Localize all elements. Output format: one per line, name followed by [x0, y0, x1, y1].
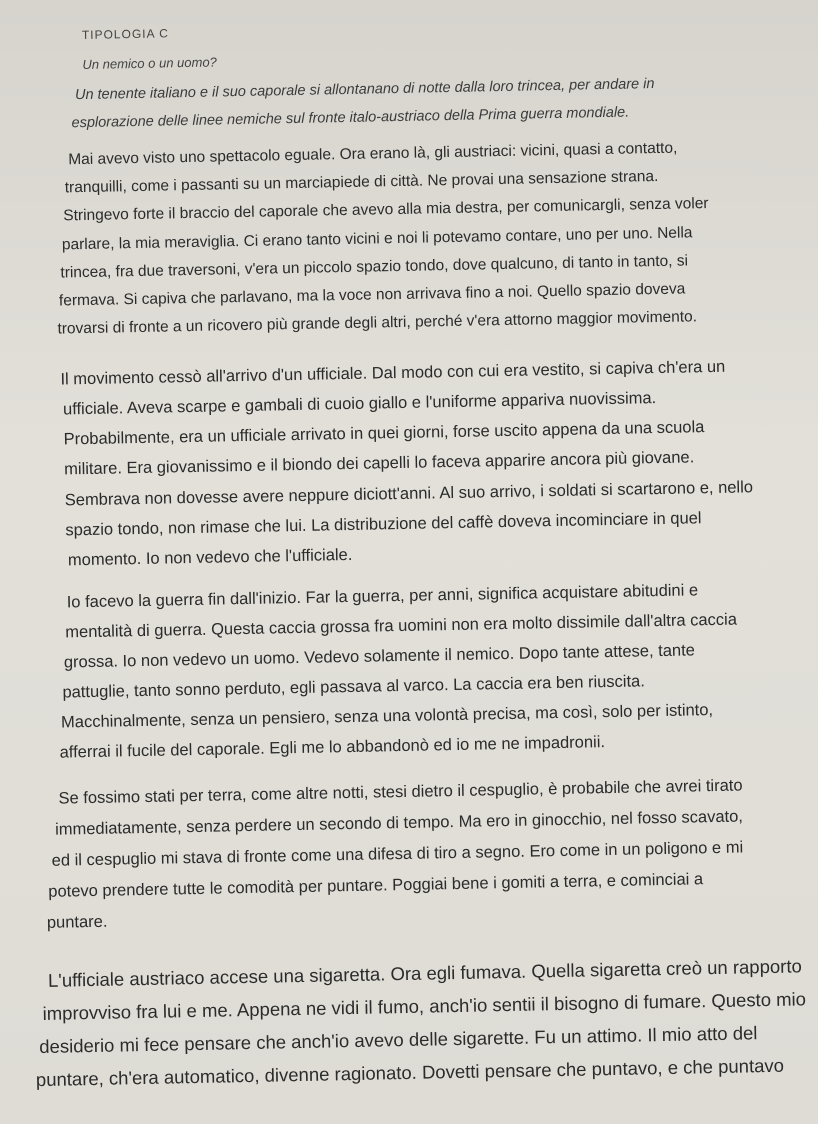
paragraph-line: immediatamente, senza perdere un secondo di tempo. Ma ero in ginocchio, nel fosso scavato,	[54, 807, 744, 839]
paragraph-line: desiderio mi fece pensare che anch'io avevo delle sigarette. Fu un attimo. Il mio atto del	[39, 1022, 758, 1058]
paragraph-line: Sembrava non dovesse avere neppure diciott'anni. Al suo arrivo, i soldati si scartarono e, nello	[64, 478, 754, 510]
paragraph-line: grossa. Io non vedevo un uomo. Vedevo solamente il nemico. Dopo tante attese, tante	[63, 641, 696, 672]
paragraph-line: potevo prendere tutte le comodità per puntare. Poggiai bene i gomiti a terra, e cominciai a	[48, 870, 704, 901]
paragraph-line: trovarsi di fronte a un ricovero più grande degli altri, perché v'era attorno maggior movimento.	[57, 308, 698, 338]
paragraph-line: afferrai il fucile del caporale. Egli me lo abbandonò ed io me ne impadronii.	[59, 733, 606, 762]
paragraph-line: Se fossimo stati per terra, come altre notti, stesi dietro il cespuglio, è probabile che avrei tirato	[58, 776, 743, 808]
paragraph-line: Macchinalmente, senza un pensiero, senza una volontà precisa, ma così, solo per istinto,	[60, 701, 714, 732]
paragraph-line: fermava. Si capiva che parlavano, ma la voce non arrivava fino a noi. Quello spazio doveva	[58, 280, 686, 310]
subtitle: Un nemico o un uomo?	[82, 54, 217, 73]
paragraph-line: Il movimento cessò all'arrivo d'un ufficiale. Dal modo con cui era vestito, si capiva ch'era un	[60, 357, 726, 389]
paragraph-line: Io facevo la guerra fin dall'inizio. Far la guerra, per anni, significa acquistare abitudini e	[66, 581, 699, 612]
paragraph-line: improvviso fra lui e me. Appena ne vidi il fumo, anch'io sentii il bisogno di fumare. Questo mio	[42, 988, 807, 1024]
paragraph-line: tranquilli, come i passanti su un marciapiede di città. Ne provai una sensazione strana.	[64, 167, 659, 197]
paragraph-line: momento. Io non vedevo che l'ufficiale.	[67, 545, 353, 570]
paragraph-line: pattuglie, tanto sonno perduto, egli passava al varco. La caccia era ben riuscita.	[62, 672, 646, 702]
paragraph-line: puntare.	[46, 912, 108, 932]
paragraph-line: Stringevo forte il braccio del caporale che avevo alla mia destra, per comunicargli, senza voler	[63, 195, 709, 225]
paragraph-line: L'ufficiale austriaco accese una sigaretta. Ora egli fumava. Quella sigaretta creò un rapporto	[47, 955, 802, 991]
paragraph-line: Probabilmente, era un ufficiale arrivato in quei giorni, forse uscito appena da una scuola	[63, 418, 705, 449]
paragraph-line: Mai avevo visto uno spettacolo eguale. Ora erano là, gli austriaci: vicini, quasi a contatto,	[68, 139, 678, 169]
paragraph-line: ufficiale. Aveva scarpe e gambali di cuoio giallo e l'uniforme appariva nuovissima.	[62, 389, 657, 419]
paragraph-line: parlare, la mia meraviglia. Ci erano tanto vicini e noi li potevamo contare, uno per uno. Nella	[61, 224, 693, 254]
intro-line: esplorazione delle linee nemiche sul fronte italo-austriaco della Prima guerra mondiale.	[71, 104, 630, 132]
paragraph-line: spazio tondo, non rimase che lui. La distribuzione del caffè doveva incominciare in quel	[65, 509, 702, 540]
paragraph-line: militare. Era giovanissimo e il biondo dei capelli lo faceva apparire ancora più giovane.	[64, 448, 695, 479]
intro-line: Un tenente italiano e il suo caporale si allontanano di notte dalla loro trincea, per andare in	[74, 76, 655, 104]
paragraph-line: ed il cespuglio mi stava di fronte come una difesa di tiro a segno. Ero come in un poligono e mi	[51, 838, 744, 870]
paragraph-line: puntare, ch'era automatico, divenne ragionato. Dovetti pensare che puntavo, e che puntavo	[35, 1054, 785, 1091]
paragraph-line: trincea, fra due traversoni, v'era un piccolo spazio tondo, dove qualcuno, di tanto in tanto, si	[60, 252, 689, 282]
section-header: TIPOLOGIA C	[81, 26, 170, 43]
paragraph-line: mentalità di guerra. Questa caccia grossa fra uomini non era molto dissimile dall'altra caccia	[65, 610, 738, 642]
